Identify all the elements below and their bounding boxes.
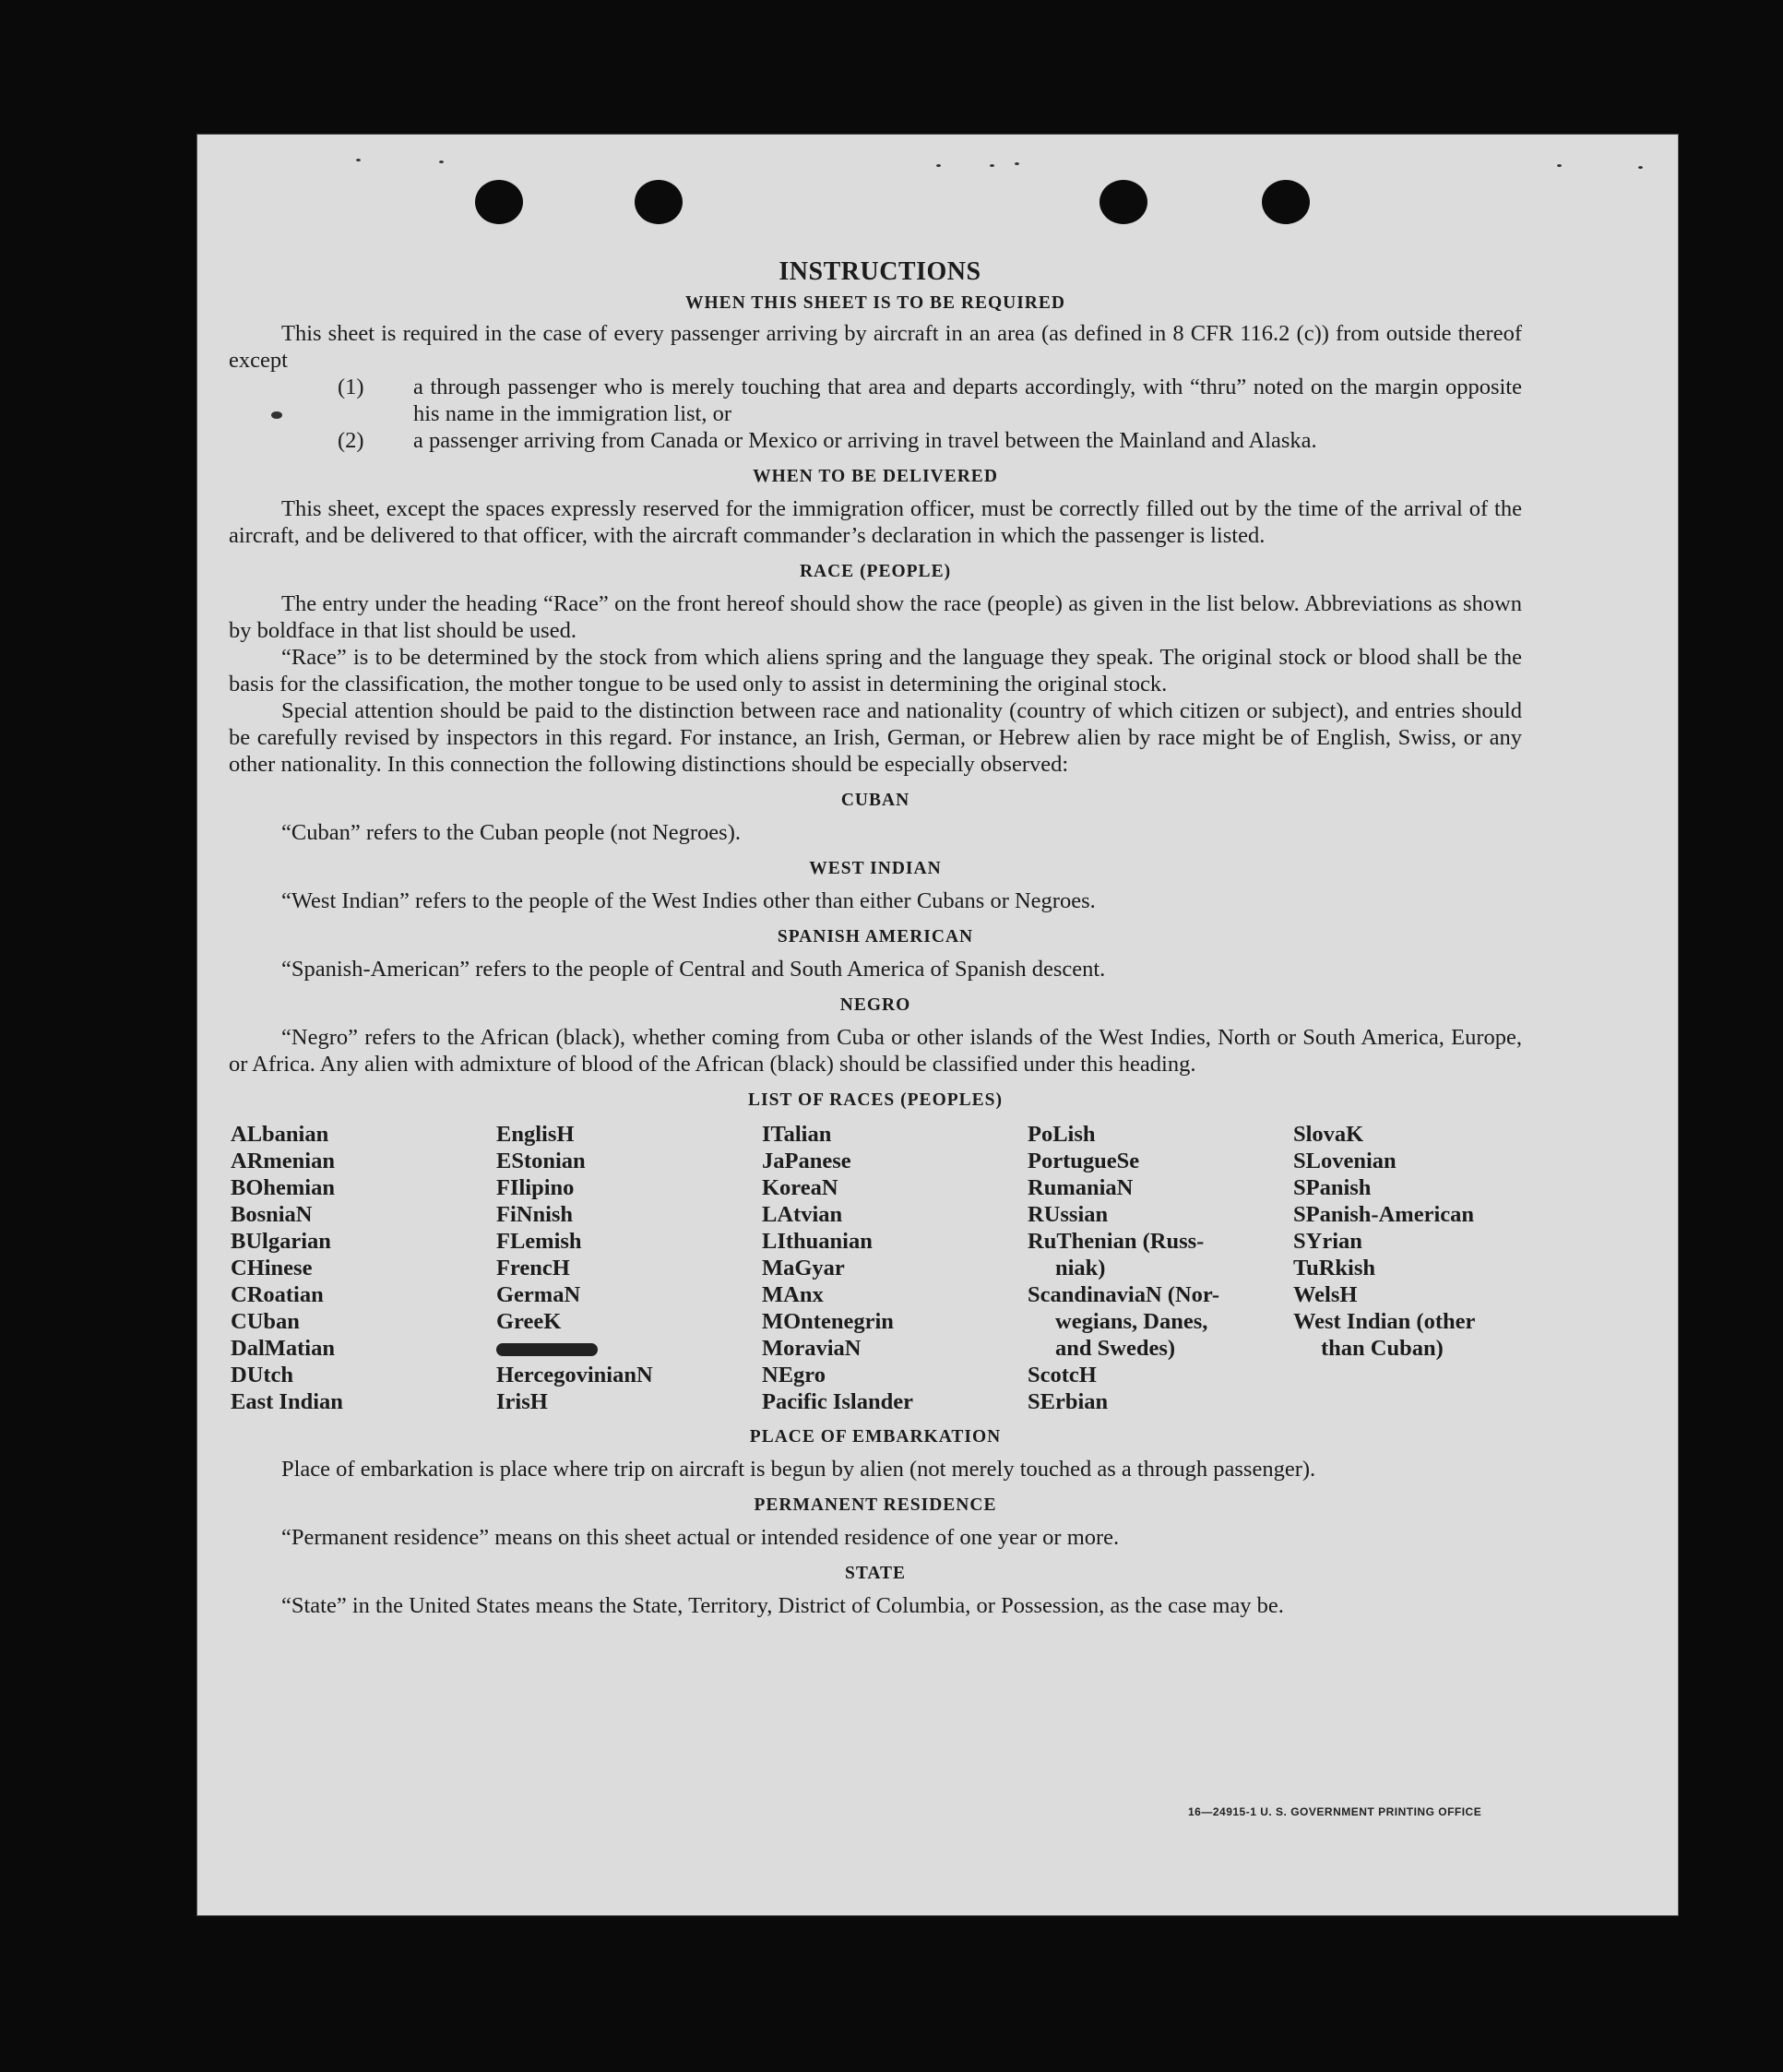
heading-west-indian: WEST INDIAN xyxy=(809,859,942,878)
race-entry: ALbanian xyxy=(231,1122,329,1147)
heading-state: STATE xyxy=(844,1564,907,1583)
races-column-5 xyxy=(1293,1121,1475,1362)
exception-item-2 xyxy=(229,427,1522,454)
race-entry: MaGyar xyxy=(762,1256,845,1280)
speck xyxy=(936,164,941,167)
item-number: (1) xyxy=(338,375,364,399)
speck xyxy=(1557,164,1562,167)
race-entry: CUban xyxy=(231,1309,300,1334)
race-entry: SYrian xyxy=(1293,1229,1362,1254)
race-entry: MAnx xyxy=(762,1282,824,1307)
races-column-3 xyxy=(762,1121,913,1415)
race-entry: West Indian (other xyxy=(1293,1309,1476,1334)
heading-negro: NEGRO xyxy=(839,995,911,1015)
speck xyxy=(356,159,361,161)
race-entry: FiNnish xyxy=(496,1202,574,1227)
races-column-4 xyxy=(1028,1121,1219,1415)
race-entry: ScandinaviaN (Nor- xyxy=(1028,1282,1220,1307)
race-entry: CRoatian xyxy=(231,1282,324,1307)
race-entry: LIthuanian xyxy=(762,1229,873,1254)
race-entry: DUtch xyxy=(231,1363,294,1387)
race-entry: FLemish xyxy=(496,1229,582,1254)
speck xyxy=(1638,166,1643,169)
west-indian-text: “West Indian” refers to the people of the West Indies other than either Cubans or Negroes. xyxy=(281,888,1096,913)
race-entry: EStonian xyxy=(496,1149,586,1173)
heading-list-of-races: LIST OF RACES (PEOPLES) xyxy=(747,1090,1003,1110)
speck xyxy=(439,161,444,163)
item-text: a passenger arriving from Canada or Mexico or arriving in travel between the Mainland and Alaska. xyxy=(413,428,1317,453)
race-entry: SPanish xyxy=(1293,1175,1372,1200)
race-entry: SErbian xyxy=(1028,1389,1109,1414)
punch-hole xyxy=(1262,180,1310,224)
race-entry: BUlgarian xyxy=(231,1229,331,1254)
permanent-residence-text: “Permanent residence” means on this sheet actual or intended residence of one year or more. xyxy=(281,1525,1120,1550)
races-column-1 xyxy=(231,1121,343,1415)
cuban-text: “Cuban” refers to the Cuban people (not Negroes). xyxy=(281,820,741,845)
state-text: “State” in the United States means the State, Territory, District of Columbia, or Possession, as the case may be. xyxy=(281,1593,1284,1618)
page-title: INSTRUCTIONS xyxy=(779,257,981,286)
race-entry: SLovenian xyxy=(1293,1149,1397,1173)
race-entry: DalMatian xyxy=(231,1336,335,1361)
race-entry-struck xyxy=(496,1335,653,1362)
punch-hole xyxy=(475,180,523,224)
exception-item-1 xyxy=(229,374,1522,427)
race-entry-continued: and Swedes) xyxy=(1055,1336,1176,1361)
speck xyxy=(990,164,994,167)
race-entry: FrencH xyxy=(496,1256,570,1280)
race-entry: East Indian xyxy=(231,1389,343,1414)
race-entry: CHinese xyxy=(231,1256,313,1280)
race-entry: PortugueSe xyxy=(1028,1149,1140,1173)
race-entry: LAtvian xyxy=(762,1202,843,1227)
race-entry-continued: wegians, Danes, xyxy=(1055,1309,1208,1334)
heading-delivered: WHEN TO BE DELIVERED xyxy=(753,467,998,486)
delivered-text: This sheet, except the spaces expressly reserved for the immigration officer, must be correctly filled out by the time of the arrival of the aircraft, and be delivered to that officer, with the aircraft commander’s declaration in which the passenger is listed. xyxy=(229,496,1522,548)
speck xyxy=(1015,162,1019,165)
race-entry: Pacific Islander xyxy=(762,1389,913,1414)
race-entry: PoLish xyxy=(1028,1122,1096,1147)
race-entry: SlovaK xyxy=(1293,1122,1364,1147)
negro-text: “Negro” refers to the African (black), whether coming from Cuba or other islands of the West Indies, North or South America, Europe, or Africa. Any alien with admixture of blood of the African (black) should be classified under this heading. xyxy=(229,1025,1522,1077)
race-entry: GermaN xyxy=(496,1282,581,1307)
races-column-2 xyxy=(496,1121,653,1415)
required-intro: This sheet is required in the case of every passenger arriving by aircraft in an area (as defined in 8 CFR 116.2 (c)) from outside thereof except xyxy=(229,321,1522,373)
item-number: (2) xyxy=(338,428,364,453)
race-entry: ARmenian xyxy=(231,1149,335,1173)
heading-permanent-residence: PERMANENT RESIDENCE xyxy=(754,1495,997,1515)
instructions-content xyxy=(229,256,1522,1619)
race-entry: WelsH xyxy=(1293,1282,1358,1307)
punch-hole xyxy=(1100,180,1147,224)
race-entry: TuRkish xyxy=(1293,1256,1376,1280)
race-entry: KoreaN xyxy=(762,1175,838,1200)
race-entry: RumaniaN xyxy=(1028,1175,1134,1200)
race-entry: IrisH xyxy=(496,1389,548,1414)
heading-required: WHEN THIS SHEET IS TO BE REQUIRED xyxy=(685,293,1065,313)
heading-spanish-american: SPANISH AMERICAN xyxy=(777,927,974,947)
race-entry: RUssian xyxy=(1028,1202,1109,1227)
race-entry: MOntenegrin xyxy=(762,1309,894,1334)
heading-race: RACE (PEOPLE) xyxy=(799,562,952,581)
race-entry: EnglisH xyxy=(496,1122,575,1147)
heading-embarkation: PLACE OF EMBARKATION xyxy=(749,1427,1002,1447)
race-entry: JaPanese xyxy=(762,1149,851,1173)
item-text: a through passenger who is merely touching that area and departs accordingly, with “thru” noted on the margin opposite his name in the immigration list, or xyxy=(413,375,1522,426)
race-entry: SPanish-American xyxy=(1293,1202,1474,1227)
embarkation-text: Place of embarkation is place where trip on aircraft is begun by alien (not merely touched as a through passenger). xyxy=(281,1457,1316,1482)
race-entry: ScotcH xyxy=(1028,1363,1097,1387)
race-entry: ITalian xyxy=(762,1122,832,1147)
strikeout-mark xyxy=(496,1343,598,1356)
race-paragraph-3: Special attention should be paid to the distinction between race and nationality (country of which citizen or subject), and entries should be carefully revised by inspectors in this regard. For instance, an Irish, German, or Hebrew alien by race might be of English, Swiss, or any other nationality. In this connection the following distinctions should be especially observed: xyxy=(229,698,1522,777)
race-paragraph-1: The entry under the heading “Race” on the front hereof should show the race (people) as given in the list below. Abbreviations as shown by boldface in that list should be used. xyxy=(229,591,1522,643)
races-list xyxy=(229,1121,1522,1414)
race-entry: HercegovinianN xyxy=(496,1363,653,1387)
punch-hole xyxy=(635,180,683,224)
race-entry: BOhemian xyxy=(231,1175,335,1200)
race-entry: NEgro xyxy=(762,1363,826,1387)
printing-office-footer: 16—24915-1 U. S. GOVERNMENT PRINTING OFFICE xyxy=(1188,1805,1482,1818)
race-entry-continued: niak) xyxy=(1055,1256,1106,1280)
heading-cuban: CUBAN xyxy=(840,791,910,810)
race-entry: RuThenian (Russ- xyxy=(1028,1229,1205,1254)
spanish-american-text: “Spanish-American” refers to the people of Central and South America of Spanish descent. xyxy=(281,957,1106,982)
race-entry: MoraviaN xyxy=(762,1336,862,1361)
race-entry-continued: than Cuban) xyxy=(1321,1336,1444,1361)
race-entry: FIlipino xyxy=(496,1175,575,1200)
race-entry: BosniaN xyxy=(231,1202,313,1227)
race-entry: GreeK xyxy=(496,1309,562,1334)
race-paragraph-2: “Race” is to be determined by the stock from which aliens spring and the language they speak. The original stock or blood shall be the basis for the classification, the mother tongue to be used only to assist in determining the original stock. xyxy=(229,645,1522,697)
